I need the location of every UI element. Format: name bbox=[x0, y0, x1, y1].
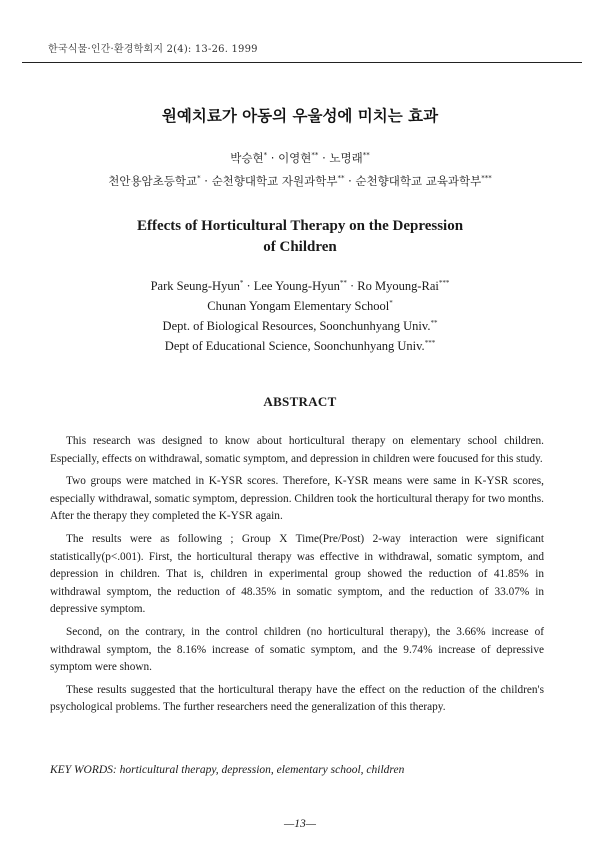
affiliation-mark: *** bbox=[481, 174, 492, 183]
affiliation-mark: *** bbox=[424, 338, 436, 347]
korean-affiliations bbox=[0, 173, 600, 189]
separator: · bbox=[270, 151, 275, 165]
english-author-3: Ro Myoung-Rai bbox=[357, 279, 439, 293]
page-number: —13— bbox=[284, 818, 316, 830]
separator: · bbox=[348, 174, 352, 188]
korean-author-3: 노명래 bbox=[329, 151, 363, 165]
author-mark: ** bbox=[339, 278, 347, 287]
author-mark: * bbox=[263, 151, 268, 160]
affiliation-mark: ** bbox=[337, 174, 345, 183]
abstract-paragraph-1: This research was designed to know about horticultural therapy on elementary school children. Especially, effects on withdrawal, somatic symptom, and depression in children were foucused for this study. bbox=[50, 435, 544, 465]
english-authors-block bbox=[0, 276, 600, 356]
english-author-list bbox=[0, 276, 600, 296]
affiliation-mark: * bbox=[197, 174, 201, 183]
separator: · bbox=[349, 279, 355, 293]
separator: · bbox=[246, 279, 251, 293]
english-affiliation-3: Dept of Educational Science, Soonchunhyang Univ.*** bbox=[164, 338, 436, 353]
abstract-body bbox=[50, 433, 544, 722]
author-mark: ** bbox=[311, 151, 319, 160]
english-title bbox=[0, 216, 600, 258]
keywords: KEY WORDS: horticultural therapy, depression, elementary school, children bbox=[50, 764, 405, 776]
korean-author-2: 이영현 bbox=[278, 151, 312, 165]
english-title-line-2: of Children bbox=[263, 239, 337, 255]
abstract-paragraph-4: Second, on the contrary, in the control children (no horticultural therapy), the 3.66% increase of withdrawal symptom, the 8.16% increase of somatic symptom, and the 9.74% increase of depressive symptom were shown. bbox=[50, 625, 544, 674]
korean-author-1: 박승현 bbox=[230, 151, 264, 165]
korean-affiliation-3: 순천향대학교 교육과학부 bbox=[355, 174, 482, 188]
english-affiliation-2: Dept. of Biological Resources, Soonchunhyang Univ.** bbox=[162, 318, 438, 333]
journal-header: 한국식물·인간·환경학회지 2(4): 13-26. 1999 bbox=[48, 44, 258, 55]
korean-affiliation-1: 천안용암초등학교 bbox=[108, 174, 198, 188]
affiliation-mark: ** bbox=[430, 318, 438, 327]
author-mark: ** bbox=[362, 151, 370, 160]
korean-title: 원예치료가 아동의 우울성에 미치는 효과 bbox=[161, 107, 439, 125]
header-rule bbox=[22, 62, 582, 63]
korean-authors bbox=[0, 150, 600, 166]
english-affiliation-1: Chunan Yongam Elementary School* bbox=[207, 298, 393, 313]
abstract-paragraph-2: Two groups were matched in K-YSR scores. Therefore, K-YSR means were same in K-YSR scores, especially withdrawal, somatic symptom, depression. Children took the horticultural therapy for two months. After the therapy they completed the K-YSR again. bbox=[50, 475, 544, 523]
abstract-paragraph-5: These results suggested that the horticultural therapy have the effect on the reduction of the children's psychological problems. The further researchers need the generalization of this therapy. bbox=[50, 683, 544, 714]
english-title-line-1: Effects of Horticultural Therapy on the Depression bbox=[136, 218, 464, 234]
korean-affiliation-2: 순천향대학교 자원과학부 bbox=[211, 174, 338, 188]
abstract-heading: ABSTRACT bbox=[263, 394, 337, 409]
english-author-1: Park Seung-Hyun bbox=[150, 279, 240, 293]
separator: · bbox=[204, 174, 208, 188]
separator: · bbox=[322, 151, 326, 165]
affiliation-mark: * bbox=[389, 298, 393, 307]
abstract-paragraph-3: The results were as following ; Group X Time(Pre/Post) 2-way interaction were significant statistically(p<.001). First, the horticultural therapy was effective in withdrawal, somatic symptom, and depression in children. That is, children in experimental group showed the reduction of 41.85% in withdrawal symptom, the reduction of 48.35% in somatic symptom, and the reduction of 33.07% in depressive symptom. bbox=[50, 532, 544, 616]
author-mark: *** bbox=[438, 278, 450, 287]
english-author-2: Lee Young-Hyun bbox=[253, 279, 340, 293]
author-mark: * bbox=[239, 278, 244, 287]
